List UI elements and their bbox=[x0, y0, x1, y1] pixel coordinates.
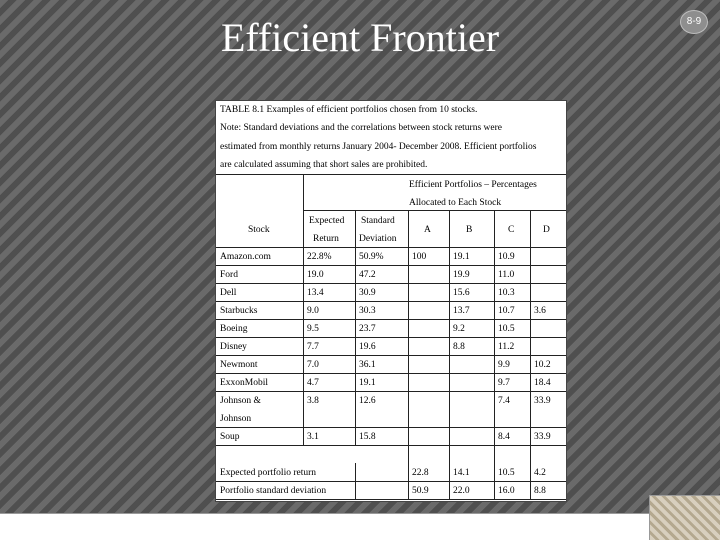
slide-footer-bar bbox=[0, 513, 720, 540]
summary-portfolio-d: 8.8 bbox=[534, 486, 546, 496]
standard-deviation-value: 36.1 bbox=[359, 360, 376, 370]
stock-name: Dell bbox=[220, 288, 237, 298]
portfolio-b-weight: 15.6 bbox=[453, 288, 470, 298]
table-rule bbox=[216, 427, 566, 428]
portfolio-d-weight: 33.9 bbox=[534, 432, 551, 442]
summary-label: Expected portfolio return bbox=[220, 468, 317, 478]
stock-name: Soup bbox=[220, 432, 240, 442]
standard-deviation-value: 47.2 bbox=[359, 270, 376, 280]
standard-deviation-value: 15.8 bbox=[359, 432, 376, 442]
caption-line: Note: Standard deviations and the correlations between stock returns were bbox=[220, 123, 503, 134]
portfolio-c-weight: 9.9 bbox=[498, 360, 510, 370]
portfolio-c-weight: 10.5 bbox=[498, 324, 515, 334]
table-rule bbox=[216, 174, 566, 175]
group-header-line: Allocated to Each Stock bbox=[409, 198, 502, 208]
expected-return-value: 9.0 bbox=[307, 306, 319, 316]
column-header-standard-deviation: Standard bbox=[361, 216, 395, 226]
expected-return-value: 13.4 bbox=[307, 288, 324, 298]
portfolio-c-weight: 10.9 bbox=[498, 252, 515, 262]
table-caption bbox=[220, 101, 560, 174]
portfolio-c-weight: 9.7 bbox=[498, 378, 510, 388]
table-rule bbox=[303, 210, 566, 211]
portfolio-c-weight: 11.0 bbox=[498, 270, 515, 280]
summary-portfolio-b: 22.0 bbox=[453, 486, 470, 496]
portfolio-c-weight: 11.2 bbox=[498, 342, 515, 352]
column-header-c: C bbox=[508, 225, 515, 235]
stock-name: Disney bbox=[220, 342, 247, 352]
standard-deviation-value: 12.6 bbox=[359, 396, 376, 406]
portfolio-b-weight: 19.9 bbox=[453, 270, 470, 280]
portfolio-c-weight: 10.7 bbox=[498, 306, 515, 316]
column-header-standard-deviation: Deviation bbox=[359, 234, 397, 244]
expected-return-value: 7.0 bbox=[307, 360, 319, 370]
portfolio-d-weight: 10.2 bbox=[534, 360, 551, 370]
stock-name: Starbucks bbox=[220, 306, 258, 316]
portfolio-d-weight: 33.9 bbox=[534, 396, 551, 406]
standard-deviation-value: 19.1 bbox=[359, 378, 376, 388]
table-column-rule bbox=[494, 210, 495, 499]
stock-name: ExxonMobil bbox=[220, 378, 269, 388]
table-rule bbox=[216, 319, 566, 320]
table-rule bbox=[216, 283, 566, 284]
table-column-rule bbox=[303, 174, 304, 445]
table-rule bbox=[216, 301, 566, 302]
table-rule bbox=[216, 373, 566, 374]
slide-title: Efficient Frontier bbox=[220, 15, 500, 60]
slide-page-number: 8-9 bbox=[680, 10, 708, 34]
summary-portfolio-c: 10.5 bbox=[498, 468, 515, 478]
stock-name: Ford bbox=[220, 270, 238, 280]
expected-return-value: 4.7 bbox=[307, 378, 319, 388]
column-header-stock: Stock bbox=[248, 225, 270, 235]
table-rule bbox=[216, 337, 566, 338]
corner-decoration bbox=[649, 495, 720, 540]
caption-line: TABLE 8.1 Examples of efficient portfolios chosen from 10 stocks. bbox=[220, 105, 478, 115]
standard-deviation-value: 23.7 bbox=[359, 324, 376, 334]
table-rule bbox=[216, 499, 566, 500]
table-rule bbox=[216, 481, 566, 482]
column-header-a: A bbox=[424, 225, 431, 235]
portfolio-d-weight: 18.4 bbox=[534, 378, 551, 388]
standard-deviation-value: 50.9% bbox=[359, 252, 384, 262]
column-header-expected-return: Expected bbox=[309, 216, 345, 226]
column-header-b: B bbox=[466, 225, 473, 235]
table-column-rule bbox=[355, 463, 356, 499]
expected-return-value: 3.8 bbox=[307, 396, 319, 406]
efficient-portfolios-table bbox=[215, 100, 567, 502]
table-column-rule bbox=[355, 210, 356, 445]
standard-deviation-value: 30.3 bbox=[359, 306, 376, 316]
stock-name: Newmont bbox=[220, 360, 258, 370]
expected-return-value: 22.8% bbox=[307, 252, 332, 262]
portfolio-c-weight: 10.3 bbox=[498, 288, 515, 298]
table-column-rule bbox=[408, 210, 409, 499]
portfolio-d-weight: 3.6 bbox=[534, 306, 546, 316]
portfolio-c-weight: 7.4 bbox=[498, 396, 510, 406]
summary-portfolio-b: 14.1 bbox=[453, 468, 470, 478]
group-header-line: Efficient Portfolios – Percentages bbox=[409, 180, 537, 190]
table-column-rule bbox=[530, 210, 531, 499]
summary-label: Portfolio standard deviation bbox=[220, 486, 327, 496]
portfolio-c-weight: 8.4 bbox=[498, 432, 510, 442]
summary-portfolio-d: 4.2 bbox=[534, 468, 546, 478]
stock-name: Boeing bbox=[220, 324, 248, 334]
summary-portfolio-a: 22.8 bbox=[412, 468, 429, 478]
standard-deviation-value: 30.9 bbox=[359, 288, 376, 298]
column-header-expected-return: Return bbox=[313, 234, 339, 244]
stock-name: Amazon.com bbox=[220, 252, 271, 262]
table-column-rule bbox=[449, 210, 450, 499]
expected-return-value: 9.5 bbox=[307, 324, 319, 334]
portfolio-a-weight: 100 bbox=[412, 252, 427, 262]
expected-return-value: 19.0 bbox=[307, 270, 324, 280]
caption-line: are calculated assuming that short sales are prohibited. bbox=[220, 159, 428, 170]
portfolio-b-weight: 9.2 bbox=[453, 324, 465, 334]
table-rule bbox=[216, 391, 566, 392]
table-rule bbox=[216, 265, 566, 266]
table-rule bbox=[216, 445, 566, 446]
stock-name: Johnson bbox=[220, 414, 252, 424]
summary-portfolio-a: 50.9 bbox=[412, 486, 429, 496]
table-rule bbox=[216, 247, 566, 248]
column-header-d: D bbox=[543, 225, 550, 235]
summary-portfolio-c: 16.0 bbox=[498, 486, 515, 496]
caption-line: estimated from monthly returns January 2004- December 2008. Efficient portfolios bbox=[220, 141, 537, 152]
expected-return-value: 3.1 bbox=[307, 432, 319, 442]
expected-return-value: 7.7 bbox=[307, 342, 319, 352]
portfolio-b-weight: 13.7 bbox=[453, 306, 470, 316]
portfolio-b-weight: 8.8 bbox=[453, 342, 465, 352]
table-rule bbox=[216, 355, 566, 356]
standard-deviation-value: 19.6 bbox=[359, 342, 376, 352]
portfolio-b-weight: 19.1 bbox=[453, 252, 470, 262]
stock-name: Johnson & bbox=[220, 396, 261, 406]
